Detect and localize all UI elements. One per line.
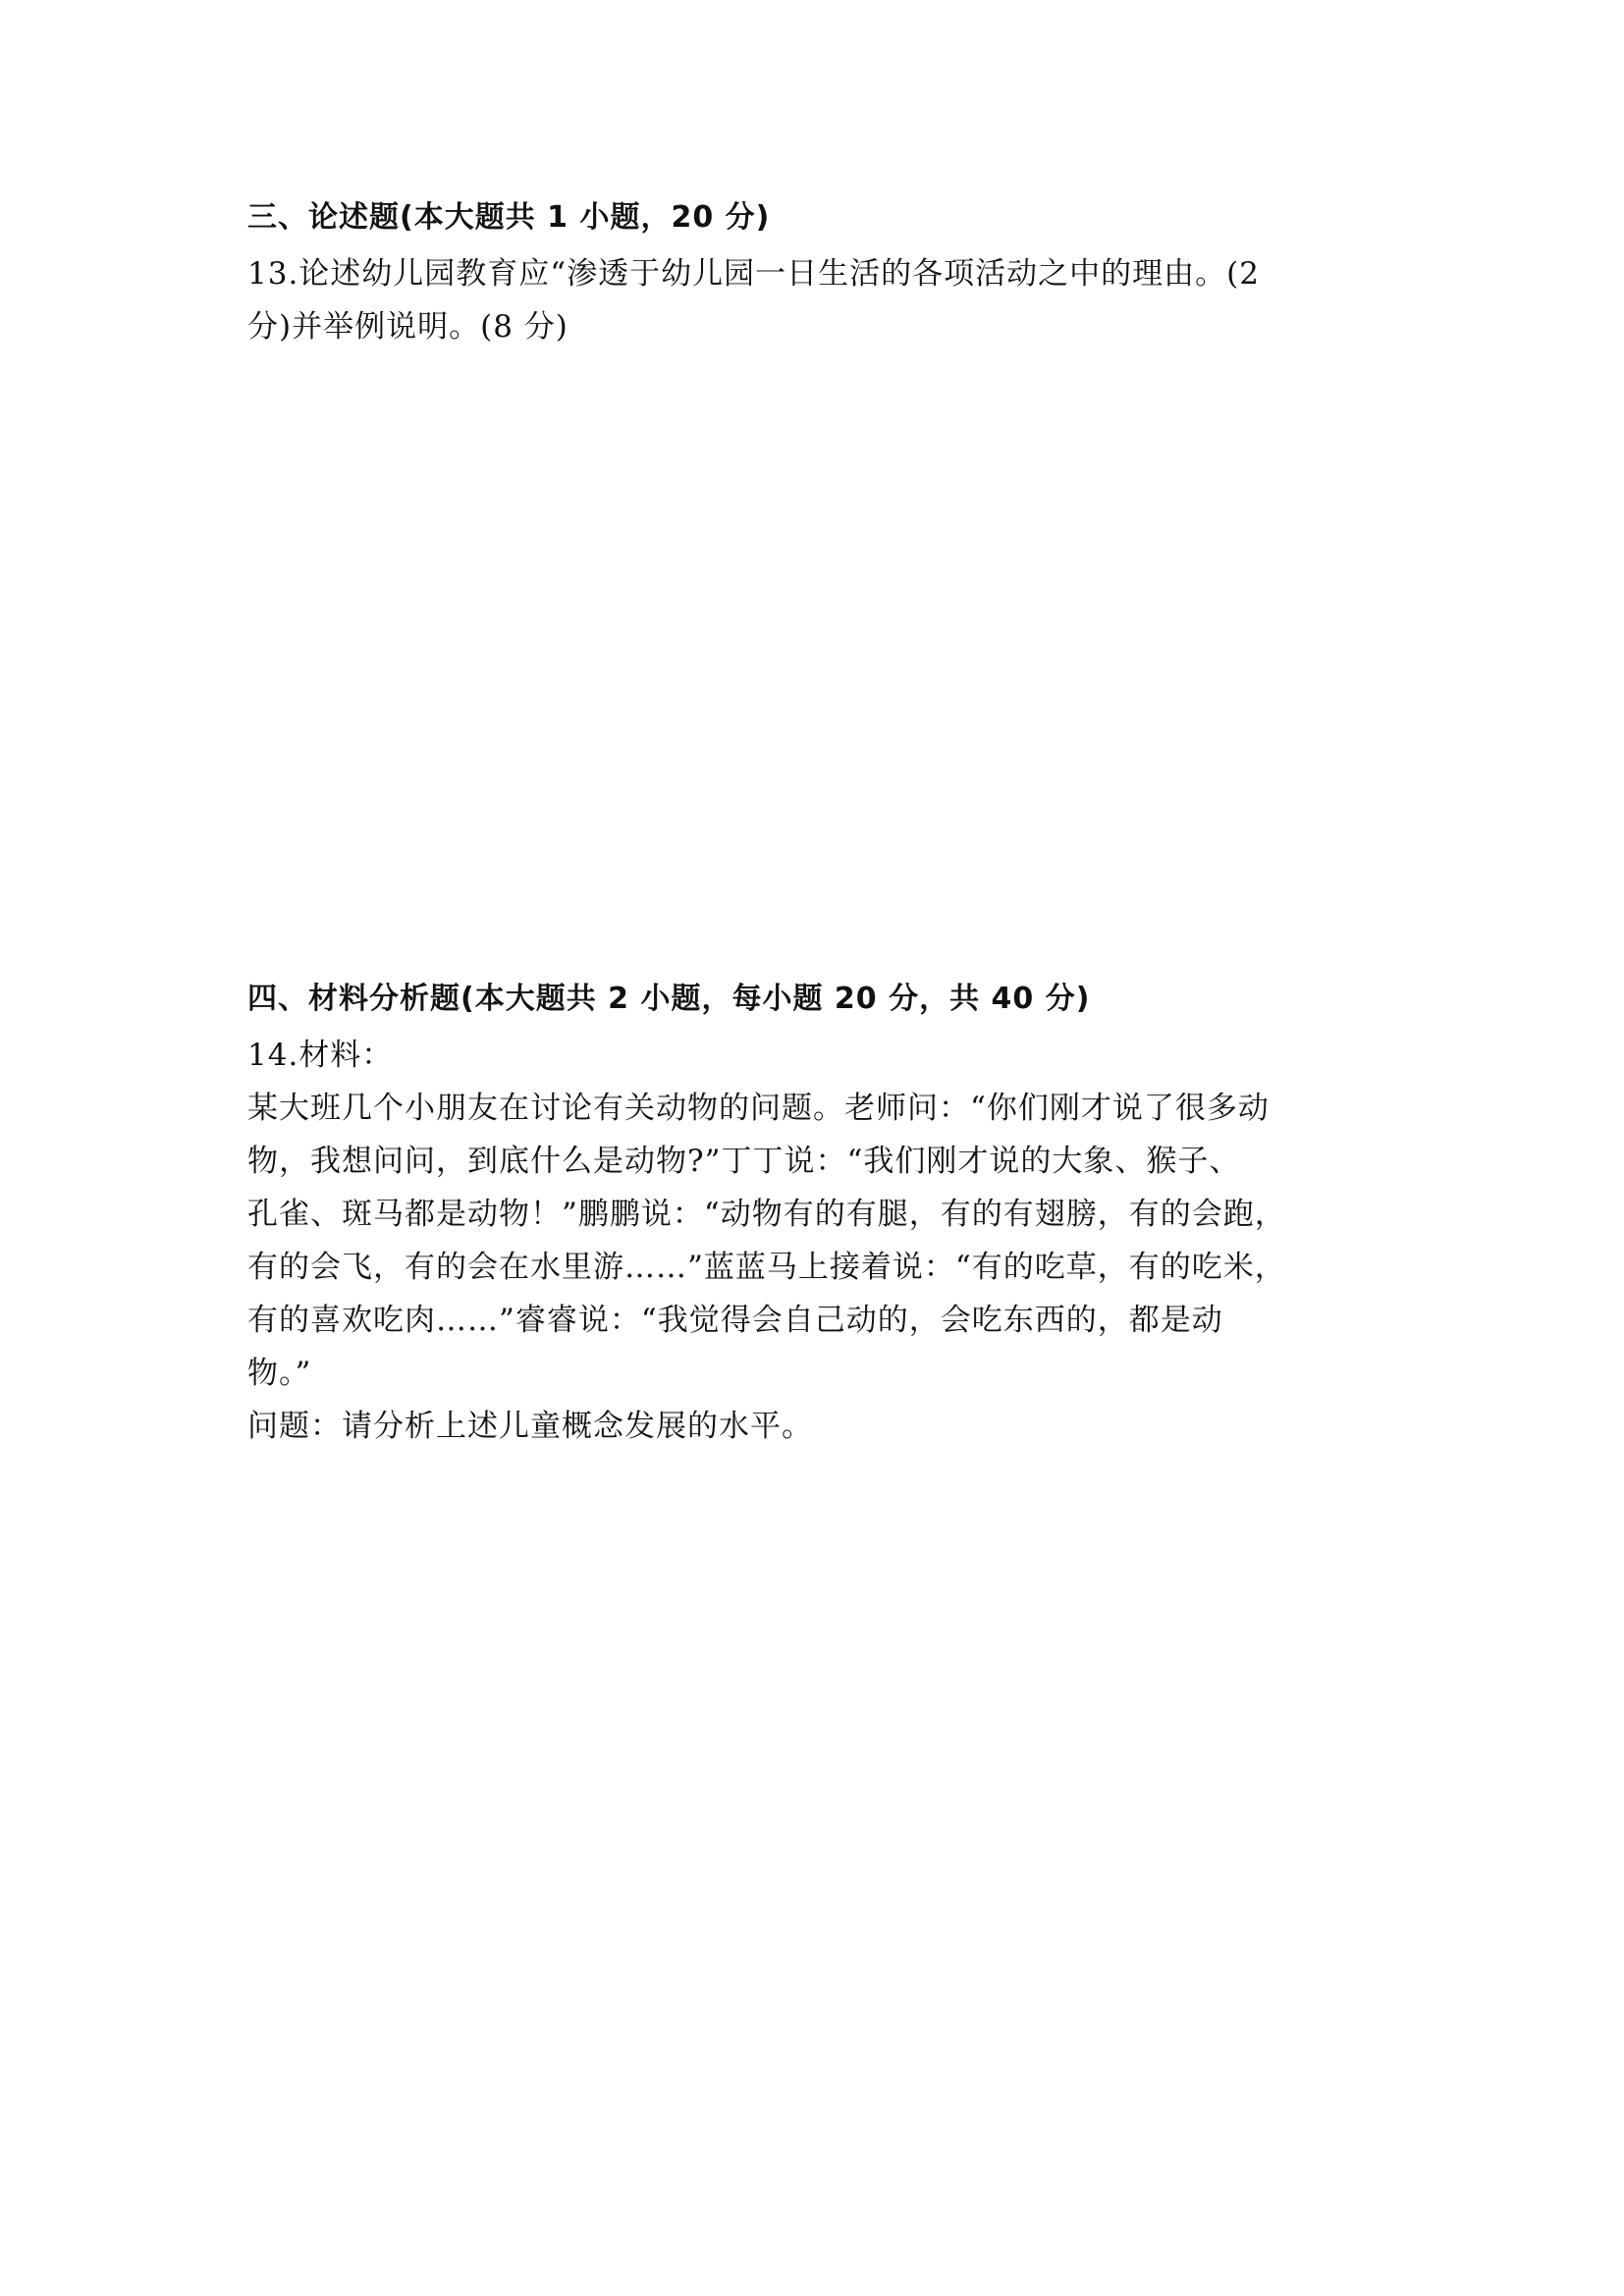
section-4-heading: 四、材料分析题(本大题共 2 小题，每小题 20 分，共 40 分)	[247, 982, 1091, 1016]
material-line-2: 物，我想问问，到底什么是动物?”丁丁说：“我们刚才说的大象、猴子、	[247, 1144, 1241, 1179]
question-14	[247, 1029, 1406, 1453]
question-13	[247, 247, 1406, 353]
question-13-line-1: 13.论述幼儿园教育应“渗透于幼儿园一日生活的各项活动之中的理由。(2	[247, 256, 1260, 292]
material-line-4: 有的会飞，有的会在水里游……”蓝蓝马上接着说：“有的吃草，有的吃米，	[247, 1250, 1286, 1285]
question-13-line-2: 分)并举例说明。(8 分)	[247, 309, 568, 345]
section-3-heading: 三、论述题(本大题共 1 小题，20 分)	[247, 200, 771, 235]
material-line-5: 有的喜欢吃肉……”睿睿说：“我觉得会自己动的，会吃东西的，都是动	[247, 1303, 1223, 1338]
material-line-1: 某大班几个小朋友在讨论有关动物的问题。老师问：“你们刚才说了很多动	[247, 1091, 1270, 1126]
question-14-label: 14.材料：	[247, 1038, 394, 1073]
question-14-prompt: 问题：请分析上述儿童概念发展的水平。	[247, 1409, 813, 1444]
material-line-6: 物。”	[247, 1356, 312, 1391]
material-line-3: 孔雀、斑马都是动物！”鹏鹏说：“动物有的有腿，有的有翅膀，有的会跑，	[247, 1197, 1286, 1232]
